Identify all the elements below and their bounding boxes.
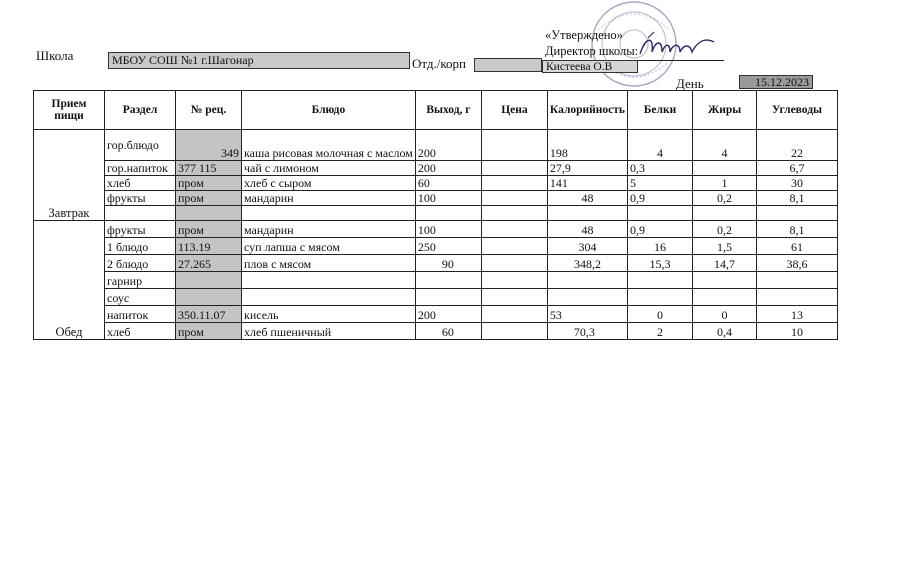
protein-cell: [628, 289, 693, 306]
output-cell: 200: [415, 130, 481, 161]
output-cell: [415, 206, 481, 221]
carbs-cell: [757, 272, 838, 289]
price-cell: [481, 238, 547, 255]
meal-name-lunch: Обед: [34, 221, 105, 340]
output-cell: 100: [415, 191, 481, 206]
fat-cell: 0,4: [693, 323, 757, 340]
carbs-cell: 6,7: [757, 161, 838, 176]
price-cell: [481, 191, 547, 206]
recipe-cell: пром: [176, 323, 242, 340]
col-header-protein: Белки: [628, 91, 693, 130]
carbs-cell: 10: [757, 323, 838, 340]
dish-cell: [242, 206, 416, 221]
approved-label: «Утверждено»: [545, 28, 623, 42]
dish-cell: мандарин: [242, 221, 416, 238]
output-cell: 250: [415, 238, 481, 255]
col-header-recipe: № рец.: [176, 91, 242, 130]
day-label: День: [676, 76, 704, 91]
section-cell: гор.блюдо: [105, 130, 176, 161]
table-row: [34, 238, 838, 255]
price-cell: [481, 221, 547, 238]
output-cell: 100: [415, 221, 481, 238]
kcal-cell: 348,2: [547, 255, 627, 272]
director-name: Кистеева О.В: [546, 61, 613, 73]
table-row: [34, 289, 838, 306]
recipe-cell: пром: [176, 191, 242, 206]
protein-cell: 4: [628, 130, 693, 161]
section-cell: гор.напиток: [105, 161, 176, 176]
dish-cell: [242, 272, 416, 289]
output-cell: 90: [415, 255, 481, 272]
kcal-cell: 198: [547, 130, 627, 161]
kcal-cell: 27,9: [547, 161, 627, 176]
section-cell: фрукты: [105, 191, 176, 206]
kcal-cell: 304: [547, 238, 627, 255]
director-name-field: [542, 60, 638, 73]
protein-cell: [628, 206, 693, 221]
recipe-cell: 377 115: [176, 161, 242, 176]
col-header-kcal: Калорийность: [547, 91, 627, 130]
table-header-row: [34, 91, 838, 130]
dish-cell: каша рисовая молочная с маслом: [242, 130, 416, 161]
protein-cell: 0: [628, 306, 693, 323]
carbs-cell: [757, 289, 838, 306]
output-cell: 200: [415, 161, 481, 176]
carbs-cell: 8,1: [757, 221, 838, 238]
recipe-cell: [176, 272, 242, 289]
table-row: [34, 130, 838, 161]
col-header-carbs: Углеводы: [757, 91, 838, 130]
fat-cell: 0,2: [693, 191, 757, 206]
signature-icon: [636, 30, 716, 64]
recipe-cell: [176, 206, 242, 221]
output-cell: 200: [415, 306, 481, 323]
recipe-cell: пром: [176, 176, 242, 191]
date-field: [739, 75, 813, 89]
carbs-cell: 22: [757, 130, 838, 161]
dish-cell: суп лапша с мясом: [242, 238, 416, 255]
fat-cell: [693, 206, 757, 221]
section-cell: фрукты: [105, 221, 176, 238]
price-cell: [481, 289, 547, 306]
protein-cell: 0,9: [628, 221, 693, 238]
protein-cell: [628, 272, 693, 289]
recipe-cell: 27.265: [176, 255, 242, 272]
meal-name-breakfast: Завтрак: [34, 130, 105, 221]
table-row: [34, 206, 838, 221]
price-cell: [481, 161, 547, 176]
carbs-cell: 8,1: [757, 191, 838, 206]
section-cell: хлеб: [105, 323, 176, 340]
fat-cell: 0,2: [693, 221, 757, 238]
carbs-cell: 30: [757, 176, 838, 191]
section-cell: 1 блюдо: [105, 238, 176, 255]
fat-cell: 1,5: [693, 238, 757, 255]
dish-cell: кисель: [242, 306, 416, 323]
output-cell: 60: [415, 323, 481, 340]
price-cell: [481, 130, 547, 161]
kcal-cell: 70,3: [547, 323, 627, 340]
dept-field: [474, 58, 542, 72]
recipe-cell: [176, 289, 242, 306]
section-cell: гарнир: [105, 272, 176, 289]
col-header-section: Раздел: [105, 91, 176, 130]
table-row: [34, 221, 838, 238]
recipe-cell: 349: [176, 130, 242, 161]
section-cell: напиток: [105, 306, 176, 323]
kcal-cell: [547, 289, 627, 306]
fat-cell: 14,7: [693, 255, 757, 272]
carbs-cell: [757, 206, 838, 221]
carbs-cell: 38,6: [757, 255, 838, 272]
col-header-price: Цена: [481, 91, 547, 130]
table-row: [34, 255, 838, 272]
table-row: [34, 323, 838, 340]
table-row: [34, 272, 838, 289]
carbs-cell: 13: [757, 306, 838, 323]
price-cell: [481, 206, 547, 221]
carbs-cell: 61: [757, 238, 838, 255]
protein-cell: 0,3: [628, 161, 693, 176]
fat-cell: 4: [693, 130, 757, 161]
price-cell: [481, 272, 547, 289]
price-cell: [481, 176, 547, 191]
dish-cell: чай с лимоном: [242, 161, 416, 176]
kcal-cell: 48: [547, 191, 627, 206]
table-row: [34, 191, 838, 206]
kcal-cell: 141: [547, 176, 627, 191]
protein-cell: 2: [628, 323, 693, 340]
output-cell: [415, 289, 481, 306]
col-header-output: Выход, г: [415, 91, 481, 130]
fat-cell: [693, 272, 757, 289]
col-header-meal: Прием пищи: [34, 91, 105, 130]
table-row: [34, 176, 838, 191]
dish-cell: мандарин: [242, 191, 416, 206]
section-cell: хлеб: [105, 176, 176, 191]
kcal-cell: 48: [547, 221, 627, 238]
output-cell: 60: [415, 176, 481, 191]
fat-cell: 0: [693, 306, 757, 323]
section-cell: [105, 206, 176, 221]
price-cell: [481, 255, 547, 272]
dish-cell: плов с мясом: [242, 255, 416, 272]
output-cell: [415, 272, 481, 289]
kcal-cell: [547, 272, 627, 289]
section-cell: 2 блюдо: [105, 255, 176, 272]
kcal-cell: [547, 206, 627, 221]
fat-cell: 1: [693, 176, 757, 191]
table-row: [34, 306, 838, 323]
school-label: Школа: [36, 48, 74, 63]
date-value: 15.12.2023: [755, 75, 809, 89]
recipe-cell: 350.11.07: [176, 306, 242, 323]
price-cell: [481, 323, 547, 340]
director-label: Директор школы:: [545, 44, 639, 58]
dish-cell: хлеб с сыром: [242, 176, 416, 191]
protein-cell: 0,9: [628, 191, 693, 206]
menu-table: [33, 90, 838, 340]
school-field: [108, 52, 410, 69]
dish-cell: хлеб пшеничный: [242, 323, 416, 340]
protein-cell: 16: [628, 238, 693, 255]
section-cell: соус: [105, 289, 176, 306]
dish-cell: [242, 289, 416, 306]
fat-cell: [693, 161, 757, 176]
school-value: МБОУ СОШ №1 г.Шагонар: [112, 53, 254, 67]
kcal-cell: 53: [547, 306, 627, 323]
col-header-fat: Жиры: [693, 91, 757, 130]
price-cell: [481, 306, 547, 323]
table-row: [34, 161, 838, 176]
recipe-cell: пром: [176, 221, 242, 238]
dept-label: Отд./корп: [412, 56, 466, 71]
protein-cell: 15,3: [628, 255, 693, 272]
fat-cell: [693, 289, 757, 306]
protein-cell: 5: [628, 176, 693, 191]
col-header-dish: Блюдо: [242, 91, 416, 130]
recipe-cell: 113.19: [176, 238, 242, 255]
